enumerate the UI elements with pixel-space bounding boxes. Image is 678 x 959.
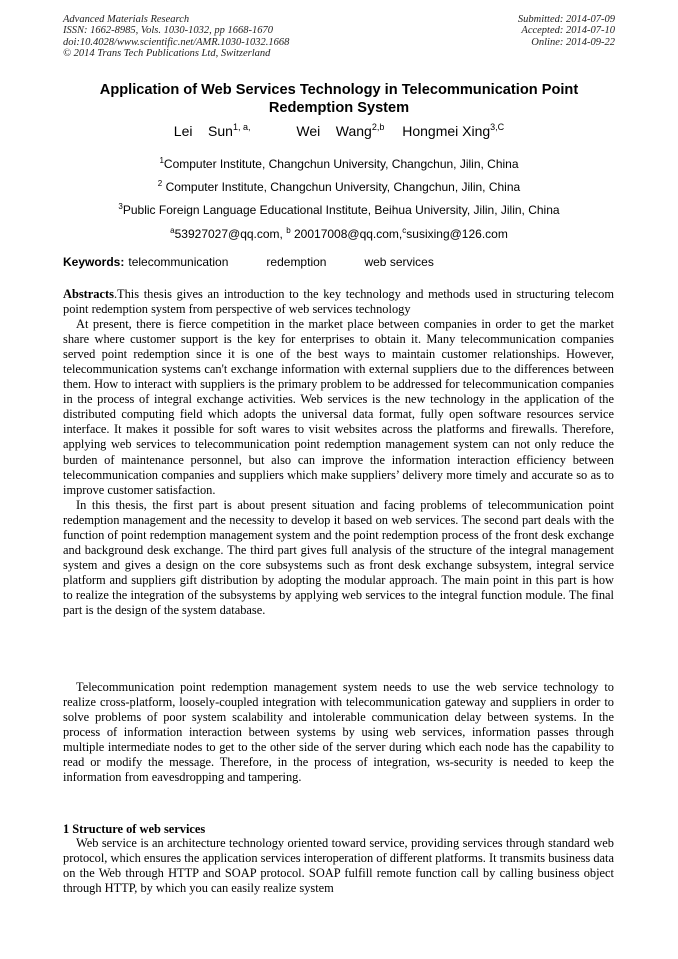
affiliation-mark: 1 bbox=[159, 156, 164, 165]
abstract-paragraph-1: At present, there is fierce competition in the market place between companies in order to get the market share where customer support is the key for enterprises to obtain it. Many telecommunication companies served point redemption since it is one of the best ways to maintain customer relationships. However, telecommunication systems can't exchange information with external suppliers due to the differences between them. How to interact with suppliers is the primary problem to be addressed for telecommunication companies in the process of integral exchange activities. Web services is the new technology in the application of the distributed computing field which adopts the universal data format, fully open software resources service interface. It makes it possible for soft wares to visit websites across the platforms and firewalls. Therefore, applying web services to telecommunication point redemption management system can not only reduce the burden of maintenance personnel, but also can improve the information interaction efficiency between telecommunication companies and suppliers which make suppliers’ delivery more timely and accurate so as to improve customer satisfaction. bbox=[63, 317, 614, 497]
author-name: Wei Wang bbox=[296, 123, 372, 139]
email-mark: b bbox=[286, 226, 291, 235]
section-1-heading: 1 Structure of web services bbox=[63, 822, 206, 836]
paper-title: Application of Web Services Technology in Telecommunication Point Redemption System bbox=[99, 82, 579, 116]
abstract-intro bbox=[63, 287, 614, 317]
journal-header-right bbox=[518, 14, 615, 48]
keyword: web services bbox=[364, 255, 434, 269]
email-b[interactable]: 20017008@qq.com, bbox=[290, 227, 403, 241]
keywords-line bbox=[63, 255, 434, 269]
abstract-paragraph-2: In this thesis, the first part is about present situation and facing problems of telecommunication point redemption management and the necessity to develop it based on web services. The second part deals with the function of point redemption management system and the point redemption process of the front desk exchange and background desk exchange. The third part gives full analysis of the structure of the integral management system and gives a design on the core subsystems such as front desk exchange subsystem, integral service platform and suppliers gift distribution by adopting the modular approach. The main point in this part is how to realize the integration of the subsystems by applying web services to the integral function module. The final part is the design of the system database. bbox=[63, 497, 614, 617]
affiliation-3 bbox=[0, 202, 678, 217]
accepted-date: Accepted: 2014-07-10 bbox=[521, 25, 615, 37]
affiliation-1 bbox=[0, 156, 678, 171]
abstract-text: .This thesis gives an introduction to the key technology and methods used in structuring telecom point redemption system from perspective of web services technology bbox=[63, 287, 614, 317]
affiliation-mark: 3 bbox=[118, 202, 123, 211]
paragraph-3: Telecommunication point redemption management system needs to use the web service technology to realize cross-platform, loosely-coupled integration with telecommunication gateway and suppliers in order to solve problems of poor system scalability and intolerable communication delay between systems. In the process of information interaction between systems by using web services, information passes through multiple intermediate nodes to get to the other side of the server during which each node has the capability to read or modify the message. Therefore, in the process of integration, ws-security is needed to keep the information from eavesdropping and tampering. bbox=[63, 680, 614, 785]
author-emails bbox=[0, 226, 678, 241]
keyword: redemption bbox=[266, 255, 327, 269]
journal-doi[interactable]: doi:10.4028/www.scientific.net/AMR.1030-1032.1668 bbox=[63, 36, 290, 48]
author-affiliation-mark: 1, a, bbox=[232, 122, 251, 132]
journal-name: Advanced Materials Research bbox=[63, 14, 190, 25]
keyword: telecommunication bbox=[128, 255, 229, 269]
keywords-label: Keywords: bbox=[63, 255, 125, 269]
author-affiliation-mark: 2,b bbox=[371, 122, 385, 132]
journal-copyright: © 2014 Trans Tech Publications Ltd, Switzerland bbox=[63, 48, 271, 60]
author-affiliation-mark: 3,C bbox=[490, 122, 505, 132]
journal-issn: ISSN: 1662-8985, Vols. 1030-1032, pp 1668-1670 bbox=[63, 25, 273, 37]
abstract-section bbox=[63, 287, 614, 618]
journal-header-left bbox=[63, 14, 289, 60]
abstract-label: Abstracts bbox=[63, 287, 114, 301]
submitted-date: Submitted: 2014-07-09 bbox=[517, 14, 615, 25]
section-1-paragraph: Web service is an architecture technology oriented toward service, providing services through standard web protocol, which ensures the application services interoperation of different platforms. It transmits business data on the Web through HTTP and SOAP protocol. SOAP fulfill remote function call by calling business object through HTTP, by which you can easily realize system bbox=[63, 836, 614, 896]
affiliation-text: Public Foreign Language Educational Institute, Beihua University, Jilin, Jilin, China bbox=[122, 203, 560, 217]
email-a[interactable]: 53927027@qq.com, bbox=[174, 227, 287, 241]
author-name: Hongmei Xing bbox=[402, 123, 491, 139]
author-2 bbox=[296, 122, 384, 139]
author-3 bbox=[402, 122, 504, 139]
affiliation-text: Computer Institute, Changchun University, Changchun, Jilin, China bbox=[163, 157, 519, 171]
section-1-body bbox=[63, 836, 614, 896]
author-name: Lei Sun bbox=[173, 123, 233, 139]
intro-paragraph bbox=[63, 680, 614, 785]
author-1 bbox=[174, 122, 251, 139]
author-list bbox=[0, 122, 678, 139]
affiliation-2 bbox=[0, 179, 678, 194]
email-mark: c bbox=[402, 226, 407, 235]
email-mark: a bbox=[170, 226, 175, 235]
affiliation-text: Computer Institute, Changchun University, Changchun, Jilin, China bbox=[162, 180, 521, 194]
online-date: Online: 2014-09-22 bbox=[531, 36, 615, 48]
affiliation-mark: 2 bbox=[157, 179, 163, 188]
email-c[interactable]: susixing@126.com bbox=[406, 227, 508, 241]
